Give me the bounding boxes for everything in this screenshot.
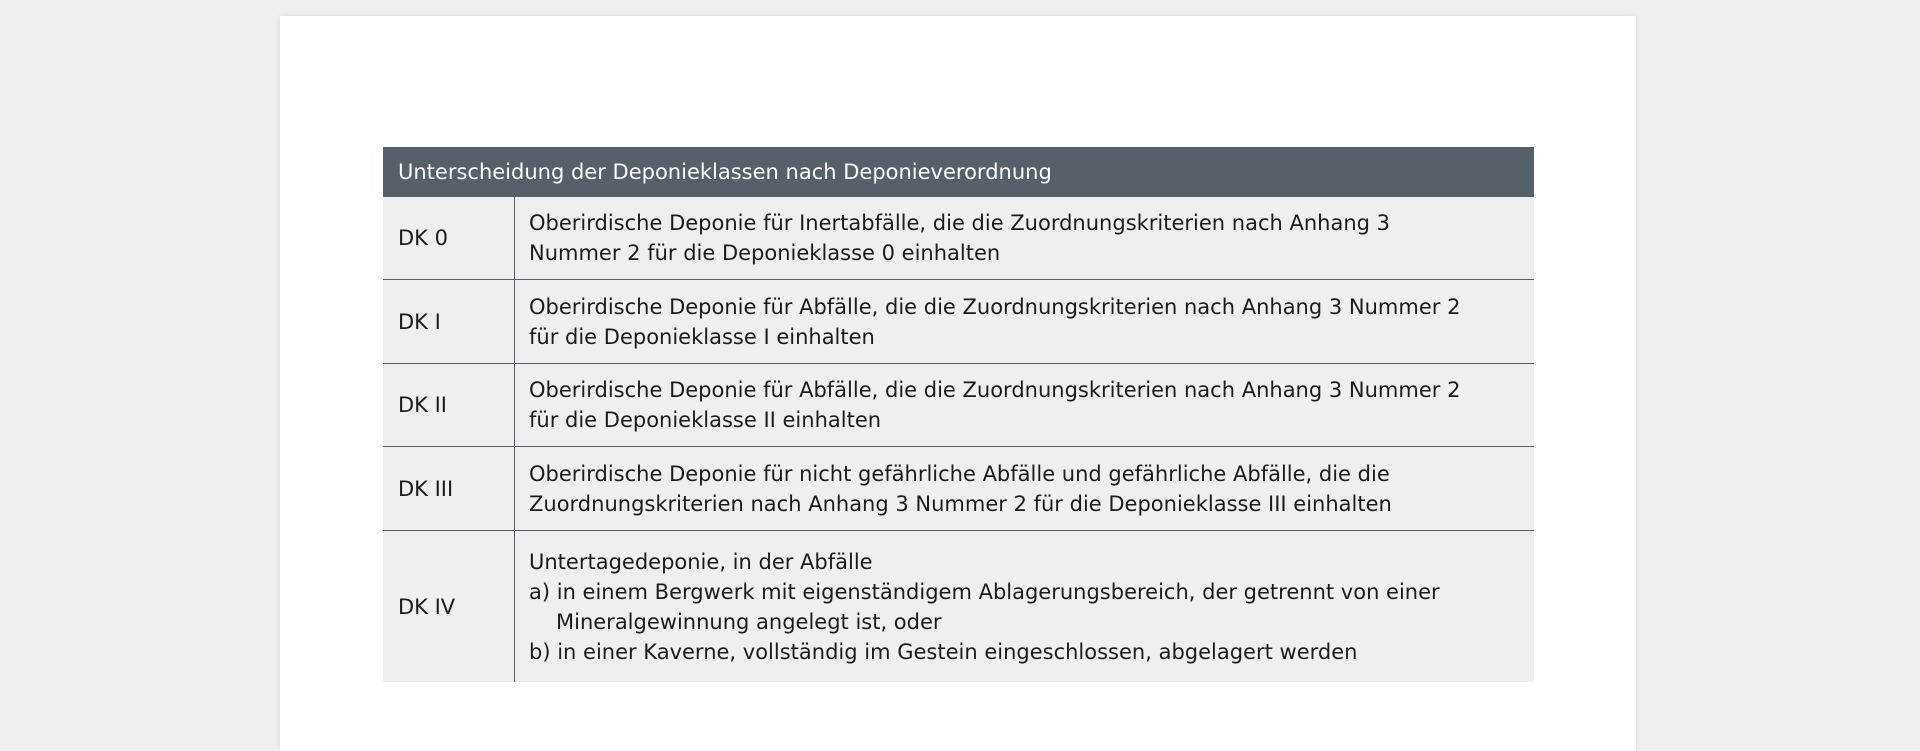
- table-row: [383, 197, 1534, 280]
- document-page: [280, 16, 1636, 751]
- description-cell: [515, 531, 1534, 682]
- description-cell: [515, 280, 1534, 363]
- description-line: Oberirdische Deponie für Abfälle, die die Zuordnungskriterien nach Anhang 3 Nummer 2: [529, 378, 1461, 402]
- class-cell: DK I: [383, 280, 515, 363]
- description-line: für die Deponieklasse I einhalten: [529, 324, 875, 349]
- table-title: Unterscheidung der Deponieklassen nach Deponieverordnung: [383, 147, 1534, 197]
- description-line: Oberirdische Deponie für Abfälle, die die Zuordnungskriterien nach Anhang 3 Nummer 2: [529, 294, 1461, 319]
- description-line: Oberirdische Deponie für Inertabfälle, die die Zuordnungskriterien nach Anhang 3: [529, 211, 1391, 235]
- description-cell: [515, 197, 1534, 279]
- table-row: [383, 447, 1534, 531]
- description-line: Zuordnungskriterien nach Anhang 3 Nummer 2 für die Deponieklasse III einhalten: [529, 491, 1392, 516]
- table-row: [383, 531, 1534, 682]
- description-line: Nummer 2 für die Deponieklasse 0 einhalten: [529, 241, 1001, 265]
- class-cell: DK III: [383, 447, 515, 530]
- class-cell: DK 0: [383, 197, 515, 279]
- description-line: Oberirdische Deponie für nicht gefährliche Abfälle und gefährliche Abfälle, die die: [529, 461, 1390, 486]
- table-row: [383, 364, 1534, 447]
- description-line: für die Deponieklasse II einhalten: [529, 408, 882, 432]
- description-line: Mineralgewinnung angelegt ist, oder: [556, 609, 942, 634]
- class-cell: DK IV: [383, 531, 515, 682]
- description-cell: [515, 447, 1534, 530]
- landfill-classes-table: [383, 147, 1534, 682]
- table-row: [383, 280, 1534, 364]
- description-line: a) in einem Bergwerk mit eigenständigem Ablagerungsbereich, der getrennt von einer: [529, 579, 1440, 604]
- description-cell: [515, 364, 1534, 446]
- description-line: b) in einer Kaverne, vollständig im Gestein eingeschlossen, abgelagert werden: [529, 639, 1358, 664]
- description-line: Untertagedeponie, in der Abfälle: [529, 549, 873, 574]
- class-cell: DK II: [383, 364, 515, 446]
